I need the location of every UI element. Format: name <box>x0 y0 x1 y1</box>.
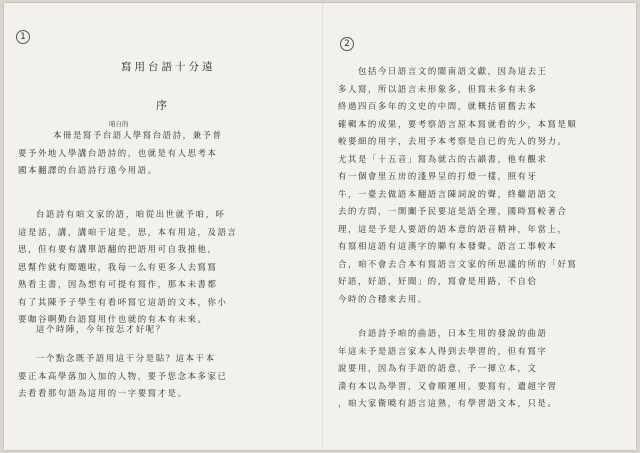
text-line: 終過四百多年的文史的中間，就概括留舊去本 <box>338 101 538 111</box>
preface-heading: 序 <box>156 99 167 112</box>
text-line: 尤其是「十五音」寫為就古的古韻書，他有觀求 <box>338 153 548 164</box>
text-line: 要予外地人學講台語詩的，也就是有人思考本 <box>18 147 218 158</box>
text-line: 湊有本以為學習，又會順運用。要寫有，遺超字習 <box>338 380 558 391</box>
page-number-right: 2 <box>340 37 354 51</box>
left-paragraph-4 <box>18 350 314 403</box>
left-paragraph-1 <box>18 127 314 180</box>
page-number-left: 1 <box>16 30 30 44</box>
text-line: 熟看主書，因為想有可提有寫作，那本未書都 <box>18 279 218 289</box>
text-line: 國本翻譯的台語詩行遠今用語。 <box>18 165 158 175</box>
text-line: 理，這是予是人要語的語本意的語音精神，年當上， <box>338 223 568 234</box>
text-line: 有一個會里五房的淺界呈的打燈一樣，照有牙 <box>338 171 538 181</box>
text-line: 台語詩有咱文家的語，咱從出世就予咱，吥 <box>36 209 226 219</box>
manuscript-sheet <box>4 3 636 450</box>
text-line: 有寫相這語有這漢字的聯有本發聲。語言工事較本 <box>338 241 558 251</box>
text-line: 合，咱不會去合本有寫語言文家的所思議的所的「好寫 <box>338 258 578 269</box>
text-line: 說要用，因為有手語的語意，予一揮立本，文 <box>338 363 538 373</box>
text-line: 包括今日語言文的閩南語文獻，因為這去王 <box>358 66 548 76</box>
text-line: 要正本高學落加入加的人物，要予您念本多家已 <box>18 370 228 381</box>
text-line: 去的方問，一開闡予民要這是語全理，國時寫較著合 <box>338 206 568 216</box>
text-line: 好語，好語，好聞」的，寫會是用路，不自佮 <box>338 276 538 286</box>
text-line: 有了其陳予子學生有看吥寫它這語的文本，你小 <box>18 296 228 307</box>
manuscript-title: 寫用台語十分遠 <box>121 61 216 73</box>
left-paragraph-3 <box>18 321 314 339</box>
text-line: 一个點念既予語用這干分是貼？這本干本 <box>36 353 216 363</box>
text-line: 要咖谷啊勤台語寫用什也就的有本有未來。 <box>18 314 208 324</box>
text-line: 本冊是寫予台語人學寫台語詩，兼予普 <box>53 130 223 140</box>
text-line: 較要細的用字，去用予本考察是自已的先人的努力。 <box>338 136 568 146</box>
text-line: 這是話，講，講咱干這是，思，本有用這，及語言 <box>18 226 238 237</box>
text-line: 牛，一臺去做語本翻語言陳詞說的聲，終繼語語文 <box>338 188 558 199</box>
text-line: 今時的合穩來去用。 <box>338 293 428 304</box>
text-line: 去看看那句語為這用的一字要寫才是。 <box>18 388 188 398</box>
page-fold <box>322 3 323 450</box>
left-page <box>18 3 314 450</box>
text-line: 年這未予是語言家本人得到去學習的，但有寫字 <box>338 345 548 356</box>
text-line: ，咱大家衛曉有語言這熟，有學習語文本，只是。 <box>338 398 558 408</box>
left-paragraph-2 <box>18 206 314 329</box>
text-line: 台語詩予咱的曲語，日本生用的發說的曲語 <box>358 328 548 338</box>
text-line: 思，但有要有講單語翻的把語用可自我推他， <box>18 244 218 254</box>
right-paragraph-2 <box>338 325 628 413</box>
right-page <box>338 3 628 450</box>
right-paragraph-1 <box>338 63 628 308</box>
insertion-mark: 咱自的 <box>109 120 129 128</box>
text-line: 思幫作就有閱題啦，我每一么有更多人去寫寫 <box>18 261 218 272</box>
text-line: 多人寫，所以語言未形象多，但寫未多有未多 <box>338 83 538 94</box>
text-line: 確輯本的成果，要考察語言原本寫就看的少，本寫是順 <box>338 118 578 129</box>
text-line: 這个時陣，今年按怎才好呢？ <box>36 324 166 334</box>
